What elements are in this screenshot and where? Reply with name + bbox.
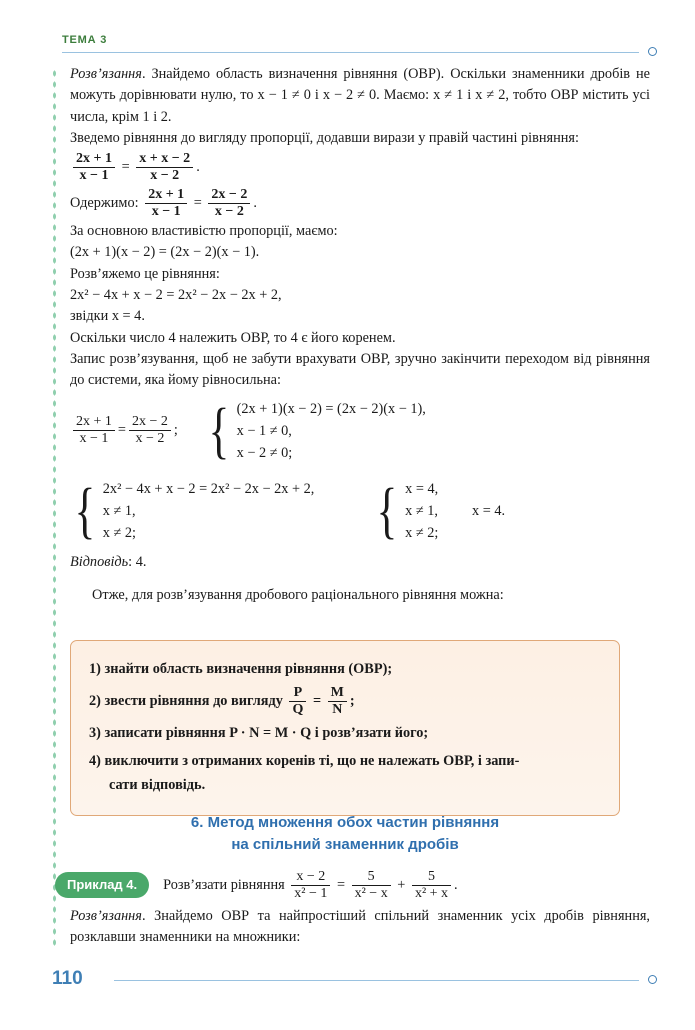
fraction-denominator: Q <box>289 701 306 718</box>
section-heading-line-2: на спільний знаменник дробів <box>231 836 459 853</box>
main-content <box>70 64 650 606</box>
fraction-denominator: x² + x <box>412 885 451 902</box>
rule-number: 4) <box>89 753 101 770</box>
fraction-denominator: x − 2 <box>208 203 250 220</box>
equation-2-line <box>70 185 650 221</box>
fraction-numerator: 2x − 2 <box>211 187 248 203</box>
system-line: 2x² − 4x + x − 2 = 2x² − 2x − 2x + 2, <box>102 480 315 497</box>
paragraph-9: Оскільки число 4 належить ОВР, то 4 є його коренем. <box>70 329 396 346</box>
fraction-3 <box>145 187 187 219</box>
example-statement <box>163 869 457 901</box>
fraction-numerator: P <box>293 685 303 700</box>
rule-text: знайти область визначення рівняння (ОВР); <box>104 661 393 677</box>
paragraph-4: За основною властивістю пропорції, маємо: <box>70 223 338 240</box>
equals-sign: = <box>312 692 322 709</box>
system-1-lines <box>237 398 426 464</box>
rule-item-2 <box>89 685 601 717</box>
system-line-text: x ≠ 1, <box>405 502 438 519</box>
answer-value: : 4. <box>128 553 147 570</box>
tail-text: . Знайдемо ОВР та найпростіший спільний знаменник усіх дробів рівняння, розклавши знаменники на множники: <box>70 908 650 946</box>
paragraph-6: Розв’яжемо це рівняння: <box>70 265 220 282</box>
system-line: x − 2 ≠ 0; <box>236 444 293 461</box>
fraction-ex-1 <box>291 869 330 901</box>
system-line: (2x + 1)(x − 2) = (2x − 2)(x − 1), <box>236 400 426 417</box>
paragraph-2: Зведемо рівняння до вигляду пропорції, додавши вирази у правій частині рівняння: <box>70 129 579 146</box>
paragraph-5: (2x + 1)(x − 2) = (2x − 2)(x − 1). <box>70 244 260 261</box>
left-brace-icon: { <box>74 476 96 545</box>
answer-label: Відповідь <box>70 553 129 570</box>
rule-number: 3) <box>89 725 101 742</box>
dotted-rail-decoration <box>52 68 57 948</box>
page-header <box>62 34 657 56</box>
rules-callout-box <box>70 640 620 816</box>
equals-sign: = <box>336 876 346 893</box>
example-badge: Приклад 4. <box>55 872 149 898</box>
header-rule <box>62 52 639 53</box>
system-line: x − 1 ≠ 0, <box>236 422 292 439</box>
rule-item-1 <box>89 657 601 681</box>
fraction-denominator: x² − x <box>352 885 391 902</box>
fraction-numerator: 5 <box>427 869 435 884</box>
paragraph-11: Отже, для розв’язування дробового раціонального рівняння можна: <box>92 586 504 603</box>
tail-paragraph <box>70 906 650 949</box>
equals-sign: = <box>193 195 202 212</box>
rule-text: виключити з отриманих коренів ті, що не належать ОВР, і запи- <box>104 753 520 770</box>
solution-text-1: . Знайдемо область визначення рівняння (ОВР). Оскільки знаменники дробів не можуть дорівнювати нулю, то x − 1 ≠ 0 і x − 2 ≠ 0. Маємо: x ≠ 1 і x ≠ 2, тобто ОВР містить усі числа, крім 1 і 2. <box>70 66 650 125</box>
system-line: x = 4, <box>405 480 439 497</box>
rule-text: записати рівняння P · N = M · Q і розв’язати його; <box>104 725 429 742</box>
paragraph-3: Одержимо: <box>70 195 139 212</box>
paragraph-solution-1 <box>70 64 650 128</box>
fraction-denominator: x − 2 <box>136 167 193 184</box>
fraction-denominator: x − 1 <box>73 167 115 184</box>
fraction-ex-3 <box>412 869 451 901</box>
paragraph-7: 2x² − 4x + x − 2 = 2x² − 2x − 2x + 2, <box>70 287 282 304</box>
system-line: x ≠ 1, <box>102 502 136 519</box>
plus-sign: + <box>397 876 406 893</box>
fraction-numerator: 2x + 1 <box>148 187 185 203</box>
semicolon: ; <box>173 421 178 438</box>
left-brace-icon: { <box>208 396 230 465</box>
fraction-denominator: x − 1 <box>145 203 187 220</box>
fraction-numerator: M <box>330 685 344 700</box>
system-line: x ≠ 2; <box>405 524 439 541</box>
header-topic-label: ТЕМА 3 <box>62 34 108 46</box>
fraction-1 <box>73 151 115 183</box>
fraction-numerator: 2x − 2 <box>131 414 168 430</box>
period: . <box>253 195 257 212</box>
system-line: x ≠ 2; <box>102 524 137 541</box>
paragraph-10: Запис розв’язування, щоб не забути врахувати ОВР, зручно закінчити переходом від рівняння до системи, яка йому рівносильна: <box>70 350 650 389</box>
footer-circle-icon <box>648 975 657 984</box>
fraction-numerator: 2x + 1 <box>76 151 112 167</box>
fraction-numerator: 5 <box>367 869 375 884</box>
equals-sign: = <box>121 159 130 176</box>
rule-text-continuation: сати відповідь. <box>109 777 206 794</box>
period: . <box>196 159 200 176</box>
rule-item-3 <box>89 721 601 745</box>
equals-sign: = <box>117 421 126 438</box>
page-footer <box>52 968 657 994</box>
page-number: 110 <box>52 968 83 989</box>
header-circle-icon <box>648 47 657 56</box>
rule-tail: ; <box>349 692 355 709</box>
rule-number: 1) <box>89 661 101 677</box>
system-line <box>405 500 505 522</box>
section-heading <box>70 812 620 856</box>
system-block-1 <box>70 398 650 464</box>
rule-number: 2) <box>89 692 101 709</box>
fraction-ex-2 <box>352 869 391 901</box>
system-3 <box>372 478 505 544</box>
fraction-p-q <box>289 685 306 717</box>
rule-item-4 <box>89 749 601 797</box>
system-3-lines <box>405 478 505 544</box>
rule-text: звести рівняння до вигляду <box>104 692 283 709</box>
fraction-m-n <box>328 685 347 717</box>
solution-label: Розв’язання <box>70 66 142 82</box>
footer-rule <box>114 980 639 981</box>
fraction-denominator: N <box>328 701 347 718</box>
system-result: x = 4. <box>471 502 506 519</box>
system-1 <box>204 398 426 464</box>
answer-line <box>70 552 650 573</box>
fraction-4 <box>208 187 250 219</box>
example-text-label: Розв’язати рівняння <box>163 876 285 893</box>
fraction-numerator: 2x + 1 <box>76 414 112 430</box>
fraction-numerator: x − 2 <box>296 869 326 884</box>
fraction-denominator: x² − 1 <box>291 885 330 902</box>
section-heading-line-1: 6. Метод множення обох частин рівняння <box>190 814 500 831</box>
system-block-2 <box>70 478 650 544</box>
left-brace-icon: { <box>376 476 398 545</box>
paragraph-8: звідки x = 4. <box>70 308 145 325</box>
fraction-5 <box>73 414 115 446</box>
fraction-denominator: x − 1 <box>73 430 115 447</box>
fraction-denominator: x − 2 <box>129 430 171 447</box>
fraction-numerator: x + x − 2 <box>139 151 191 167</box>
fraction-2 <box>136 151 193 183</box>
system-2-lines <box>103 478 315 544</box>
solution-label: Розв’язання <box>70 908 142 924</box>
example-row <box>55 869 630 901</box>
fraction-6 <box>129 414 171 446</box>
equation-1 <box>70 149 650 185</box>
system-2 <box>70 478 314 544</box>
period: . <box>454 876 458 893</box>
